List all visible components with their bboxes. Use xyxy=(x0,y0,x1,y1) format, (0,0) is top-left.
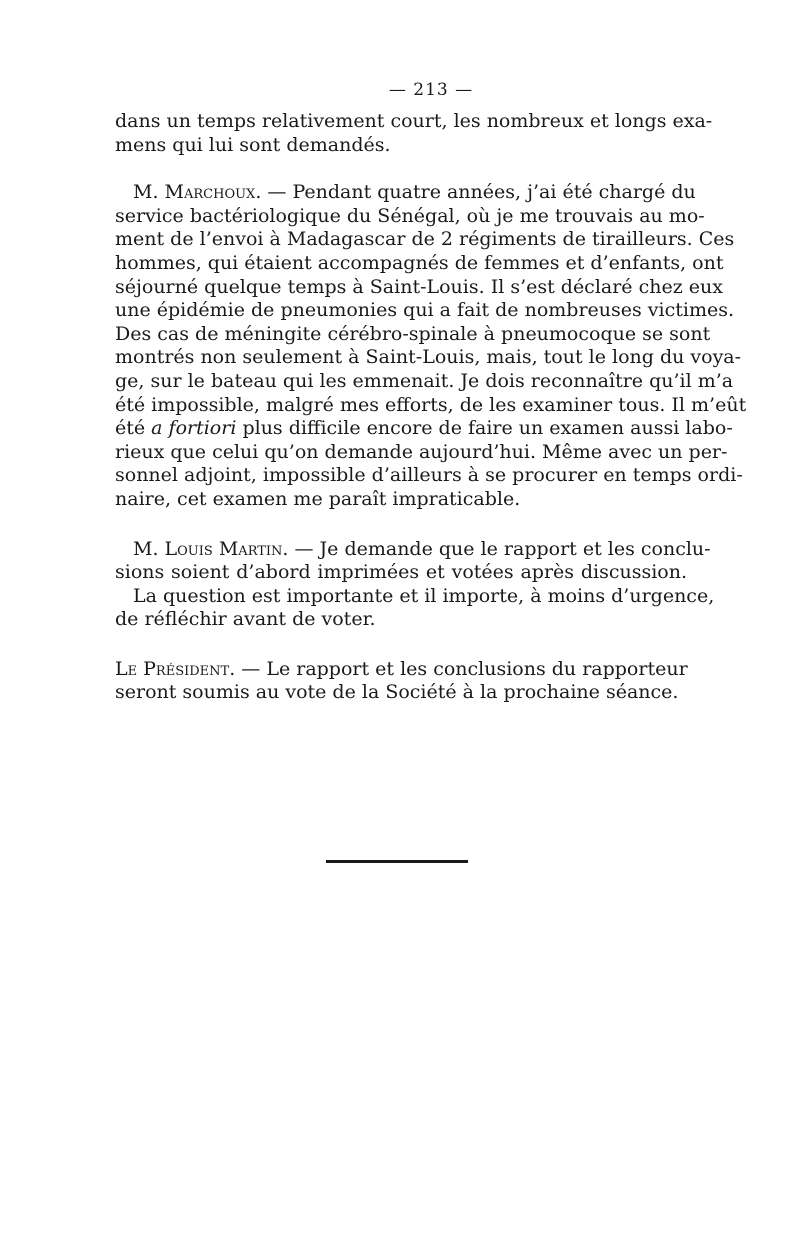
text-line: mens qui lui sont demandés. xyxy=(115,133,391,156)
text-line: Des cas de méningite cérébro-spinale à pneumocoque se sont xyxy=(115,322,711,345)
text-line: montrés non seulement à Saint-Louis, mais, tout le long du voya- xyxy=(115,346,742,369)
text-fragment: — Je demande que le rapport et les conclu- xyxy=(288,537,711,560)
text-line xyxy=(115,537,711,562)
paragraph-marchoux xyxy=(115,181,747,511)
speaker-name: M. Marchoux. xyxy=(133,181,262,204)
text-line: ment de l’envoi à Madagascar de 2 régiments de tirailleurs. Ces xyxy=(115,228,735,251)
text-line: hommes, qui étaient accompagnés de femmes et d’enfants, ont xyxy=(115,251,724,274)
text-line: sions soient d’abord imprimées et votées après discussion. xyxy=(115,561,687,584)
text-fragment: — Pendant quatre années, j’ai été chargé du xyxy=(261,181,696,204)
document-page xyxy=(115,70,747,705)
text-line: séjourné quelque temps à Saint-Louis. Il s’est déclaré chez eux xyxy=(115,275,723,298)
section-end-rule xyxy=(326,860,468,863)
text-fragment: plus difficile encore de faire un examen aussi labo- xyxy=(242,417,733,440)
text-line: La question est importante et il importe, à moins d’urgence, xyxy=(133,584,715,607)
italic-phrase: été a fortiori xyxy=(115,417,237,440)
text-line: ge, sur le bateau qui les emmenait. Je dois reconnaître qu’il m’a xyxy=(115,369,734,392)
text-line xyxy=(115,181,696,205)
paragraph-intro xyxy=(115,110,713,157)
text-line: service bactériologique du Sénégal, où je me trouvais au mo- xyxy=(115,204,705,227)
text-line xyxy=(115,658,687,682)
text-line: sonnel adjoint, impossible d’ailleurs à se procurer en temps ordi- xyxy=(115,464,743,487)
text-line: de réfléchir avant de voter. xyxy=(115,608,376,631)
text-line: naire, cet examen me paraît impraticable. xyxy=(115,487,521,510)
text-line xyxy=(115,417,733,441)
text-line: été impossible, malgré mes efforts, de les examiner tous. Il m’eût xyxy=(115,393,747,416)
text-line: seront soumis au vote de la Société à la prochaine séance. xyxy=(115,681,679,704)
paragraph-president xyxy=(115,658,687,705)
paragraph-louis-martin xyxy=(115,537,715,632)
text-fragment: — Le rapport et les conclusions du rapporteur xyxy=(235,657,688,680)
speaker-name: Le Président. xyxy=(115,657,236,680)
text-line: une épidémie de pneumonies qui a fait de nombreuses victimes. xyxy=(115,299,735,322)
page-number: — 213 — xyxy=(388,80,474,100)
text-line: dans un temps relativement court, les nombreux et longs exa- xyxy=(115,110,713,132)
speaker-name: M. Louis Martin. xyxy=(133,537,289,560)
text-line: rieux que celui qu’on demande aujourd’hui. Même avec un per- xyxy=(115,440,728,463)
